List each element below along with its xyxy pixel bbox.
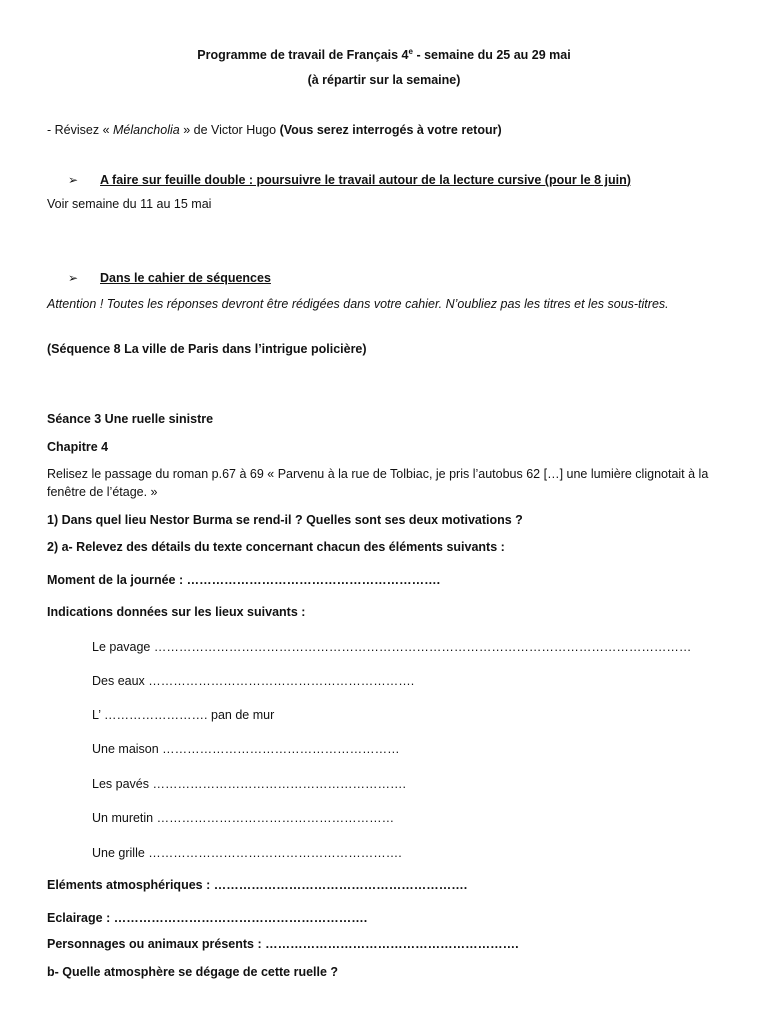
section1-heading-end: ) — [626, 173, 631, 187]
place-paves: Les pavés ……………………………………………………. — [92, 777, 406, 791]
place-muretin: Un muretin ………………………………………………… — [92, 811, 395, 825]
place-maison: Une maison ………………………………………………… — [92, 742, 400, 756]
moment-field: Moment de la journée : ……………………………………………………. — [47, 573, 441, 587]
question-2a: 2) a- Relevez des détails du texte concernant chacun des éléments suivants : — [47, 540, 505, 554]
revision-line — [47, 122, 502, 138]
section2-heading — [68, 270, 271, 286]
sequence-title: (Séquence 8 La ville de Paris dans l’intrigue policière) — [47, 342, 367, 356]
chapter-label: Chapitre 4 — [47, 440, 109, 454]
document-subtitle: (à répartir sur la semaine) — [307, 73, 461, 87]
section1-heading — [68, 172, 631, 188]
section1-heading-text — [100, 173, 631, 187]
eclairage-field: Eclairage : ……………………………………………………. — [47, 911, 368, 925]
place-pan-de-mur: L’ ……………………. pan de mur — [92, 708, 275, 722]
atmosphere-field: Eléments atmosphériques : ……………………………………………………. — [47, 878, 468, 892]
section2-heading-text: Dans le cahier de séquences — [100, 271, 271, 285]
place-pavage: Le pavage ………………………………………………………………………………………………………………… — [92, 640, 692, 654]
section1-text: Voir semaine du 11 au 15 mai — [47, 197, 212, 211]
attention-note: Attention ! Toutes les réponses devront être rédigées dans votre cahier. N’oubliez pas les titres et les sous-titres. — [47, 297, 669, 311]
question-1: 1) Dans quel lieu Nestor Burma se rend-il ? Quelles sont ses deux motivations ? — [47, 513, 523, 527]
question-2b: b- Quelle atmosphère se dégage de cette ruelle ? — [47, 965, 339, 979]
place-eaux: Des eaux ………………………………………………………. — [92, 674, 415, 688]
revision-prefix: - Révisez « — [47, 123, 113, 137]
poem-title: Mélancholia — [113, 123, 180, 137]
indications-label: Indications données sur les lieux suivants : — [47, 605, 306, 619]
document-title — [0, 44, 768, 63]
reading-instruction: Relisez le passage du roman p.67 à 69 « Parvenu à la rue de Tolbiac, je pris l’autobus 62 […] une lumière clignotait à la fenêtre de l’étage. » — [47, 467, 709, 499]
section1-heading-date: 8 juin — [594, 173, 627, 187]
title-text: Programme de travail de Français 4 — [197, 48, 409, 63]
personnages-field: Personnages ou animaux présents : ……………………………………………………. — [47, 937, 519, 951]
revision-author: » de Victor Hugo — [179, 123, 280, 137]
section1-heading-main: A faire sur feuille double : poursuivre le travail autour de la lecture cursive (pour le — [100, 173, 595, 187]
arrow-bullet-icon: ➢ — [68, 271, 79, 285]
seance-title: Séance 3 Une ruelle sinistre — [47, 412, 214, 426]
place-grille: Une grille ……………………………………………………. — [92, 846, 402, 860]
title-dates: - semaine du 25 au 29 mai — [412, 48, 571, 63]
arrow-bullet-icon: ➢ — [68, 173, 79, 187]
revision-note: (Vous serez interrogés à votre retour) — [279, 123, 502, 137]
title-superscript: e — [408, 47, 413, 56]
